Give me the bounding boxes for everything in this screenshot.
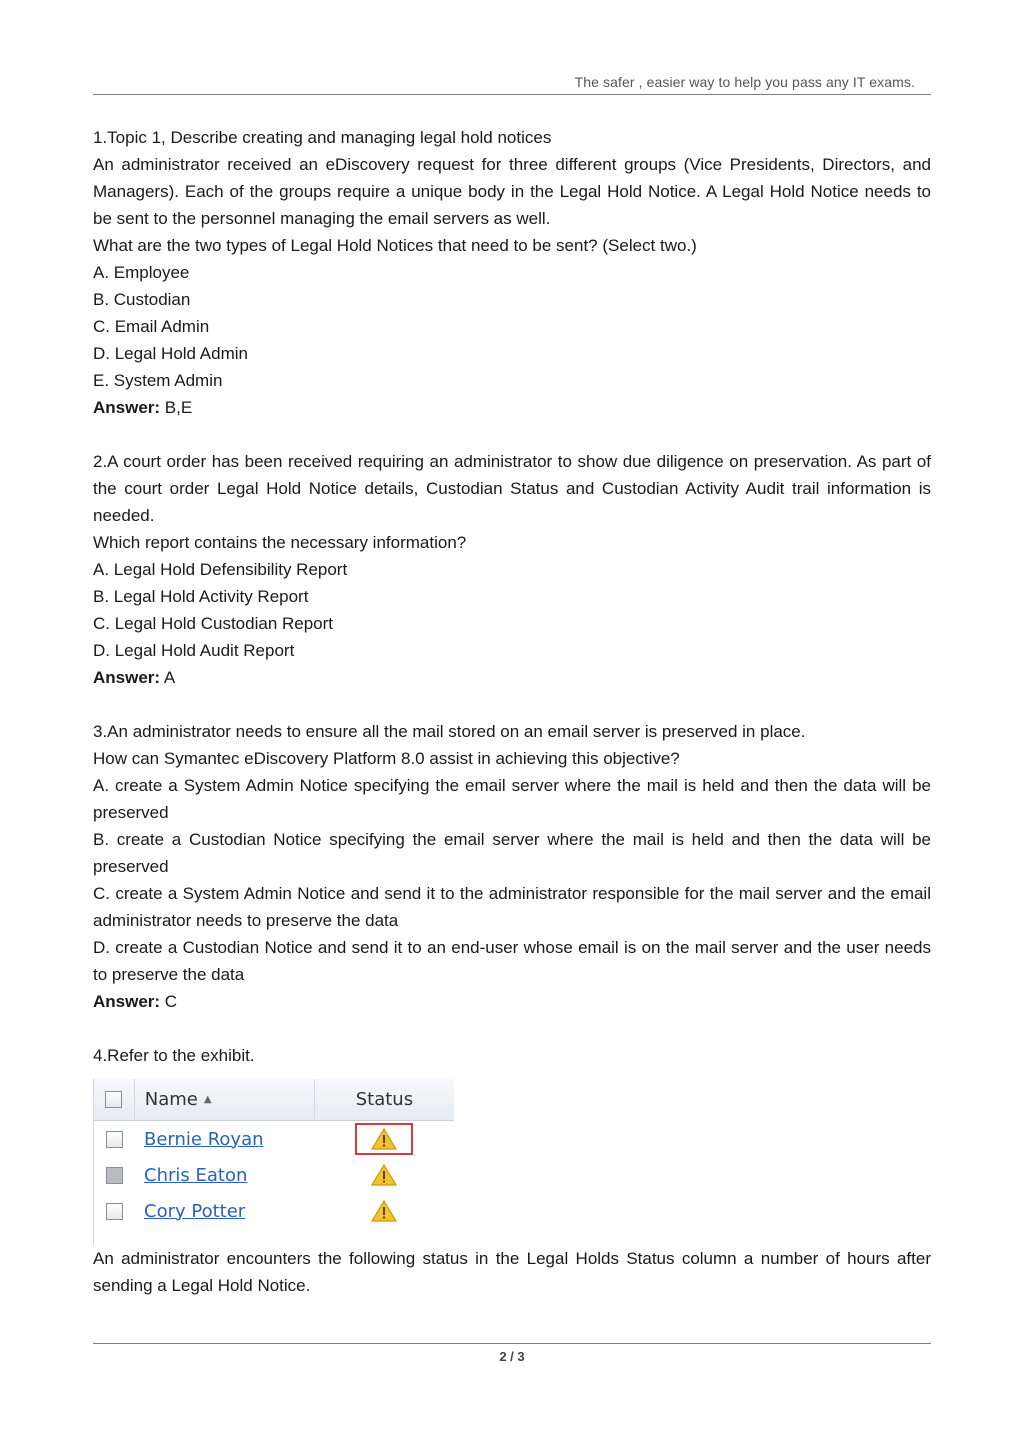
q1-option: B. Custodian: [93, 290, 191, 309]
q1-option: D. Legal Hold Admin: [93, 344, 248, 363]
name-column-label: Name: [144, 1089, 198, 1110]
row-checkbox[interactable]: [106, 1167, 123, 1184]
q1-option: A. Employee: [93, 263, 190, 282]
warning-icon[interactable]: [371, 1200, 397, 1222]
page-number: 2 / 3: [499, 1349, 525, 1364]
q3-question: How can Symantec eDiscovery Platform 8.0 assist in achieving this objective?: [93, 749, 680, 768]
q2-question: Which report contains the necessary information?: [93, 533, 467, 552]
q3-option: B. create a Custodian Notice specifying the email server where the mail is held and then the data will be preserved: [93, 830, 931, 876]
q2-option: C. Legal Hold Custodian Report: [93, 614, 334, 633]
q4-after-text: An administrator encounters the following status in the Legal Holds Status column a number of hours after sending a Legal Hold Notice.: [93, 1249, 931, 1295]
q2-answer: [93, 664, 931, 691]
q1-option: C. Email Admin: [93, 317, 210, 336]
exhibit-header-row: [94, 1079, 454, 1121]
spacer: [93, 421, 931, 448]
spacer: [93, 691, 931, 718]
table-row: [94, 1157, 454, 1193]
table-row: [94, 1193, 454, 1229]
q3-option: D. create a Custodian Notice and send it to an end-user whose email is on the mail server and the user needs to preserve the data: [93, 938, 931, 984]
answer-label: Answer:: [93, 668, 161, 687]
status-column-header[interactable]: [315, 1079, 454, 1120]
answer-value: B,E: [160, 398, 193, 417]
q2-option: A. Legal Hold Defensibility Report: [93, 560, 348, 579]
exhibit-table: [93, 1079, 454, 1245]
select-all-checkbox[interactable]: [105, 1091, 122, 1108]
q1-question: What are the two types of Legal Hold Notices that need to be sent? (Select two.): [93, 236, 697, 255]
status-cell: [314, 1121, 454, 1157]
status-indicator: [355, 1161, 413, 1189]
warning-icon[interactable]: [371, 1128, 397, 1150]
status-cell: [314, 1193, 454, 1229]
spacer: [93, 1015, 931, 1042]
header-divider: [93, 94, 931, 95]
answer-label: Answer:: [93, 398, 161, 417]
q2-body: 2.A court order has been received requiring an administrator to show due diligence on preservation. As part of the court order Legal Hold Notice details, Custodian Status and Custodian Activity Audit trail information is needed.: [93, 452, 931, 525]
name-column-header[interactable]: [135, 1079, 315, 1120]
document-body: [93, 124, 931, 1299]
q3-option: C. create a System Admin Notice and send it to the administrator responsible for the mail server and the email administrator needs to preserve the data: [93, 884, 931, 930]
answer-label: Answer:: [93, 992, 161, 1011]
status-column-label: Status: [355, 1089, 414, 1110]
custodian-name-link[interactable]: Cory Potter: [144, 1200, 246, 1222]
footer-divider: [93, 1343, 931, 1344]
highlighted-status: [355, 1123, 413, 1155]
q1-title: 1.Topic 1, Describe creating and managing legal hold notices: [93, 128, 552, 147]
sort-ascending-icon: ▲: [203, 1094, 212, 1105]
q4-body: 4.Refer to the exhibit.: [93, 1046, 255, 1065]
q1-body: An administrator received an eDiscovery request for three different groups (Vice Presidents, Directors, and Managers). Each of the groups require a unique body in the Legal Hold Notice. A Legal Hold Notice needs to be sent to the personnel managing the email servers as well.: [93, 155, 931, 228]
q3-body: 3.An administrator needs to ensure all the mail stored on an email server is preserved in place.: [93, 722, 806, 741]
answer-value: A: [160, 668, 176, 687]
q2-option: D. Legal Hold Audit Report: [93, 641, 295, 660]
q2-option: B. Legal Hold Activity Report: [93, 587, 309, 606]
row-check-cell: [94, 1121, 134, 1157]
q1-option: E. System Admin: [93, 371, 223, 390]
row-check-cell: [94, 1157, 134, 1193]
warning-icon[interactable]: [371, 1164, 397, 1186]
row-checkbox[interactable]: [106, 1131, 123, 1148]
name-cell: [134, 1121, 314, 1157]
q1-answer: [93, 394, 931, 421]
status-cell: [314, 1157, 454, 1193]
custodian-name-link[interactable]: Bernie Royan: [144, 1128, 264, 1150]
q3-option: A. create a System Admin Notice specifying the email server where the mail is held and then the data will be preserved: [93, 776, 931, 822]
name-cell: [134, 1157, 314, 1193]
table-row: [94, 1121, 454, 1157]
row-checkbox[interactable]: [106, 1203, 123, 1220]
status-indicator: [355, 1197, 413, 1225]
header-tagline: The safer , easier way to help you pass any IT exams.: [574, 74, 915, 90]
name-cell: [134, 1193, 314, 1229]
answer-value: C: [160, 992, 178, 1011]
q3-answer: [93, 988, 931, 1015]
select-all-cell: [94, 1079, 135, 1120]
custodian-name-link[interactable]: Chris Eaton: [144, 1164, 248, 1186]
row-check-cell: [94, 1193, 134, 1229]
